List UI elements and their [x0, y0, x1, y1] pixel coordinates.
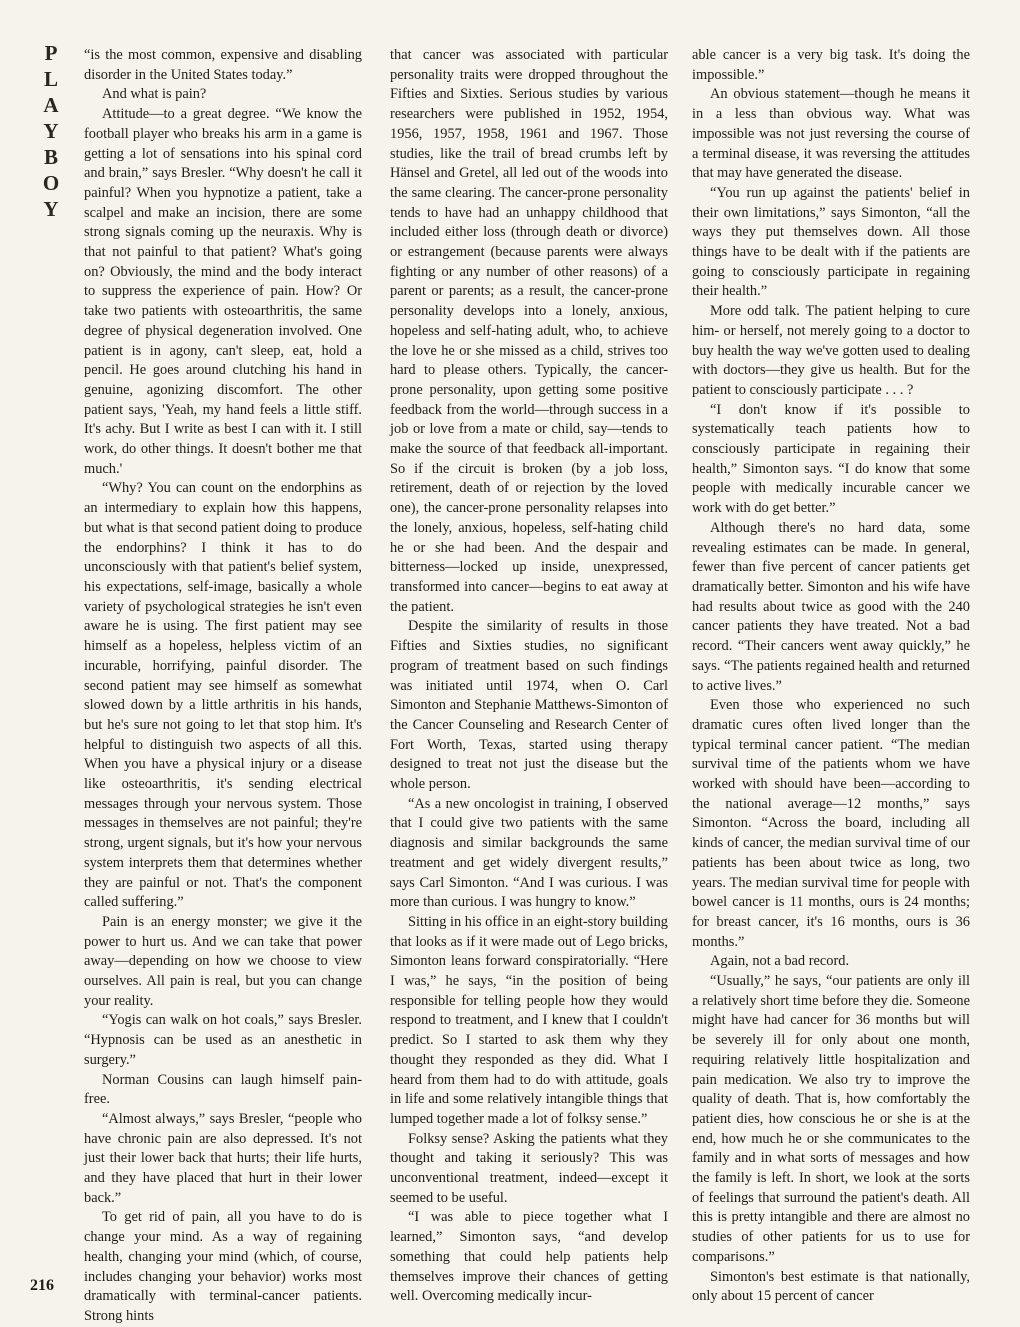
paragraph: Even those who experienced no such dramatic cures often lived longer than the typical terminal cancer patient. “The median survival time of the patients whom we have worked with should have been—according to the national average—12 months,” says Simonton. “Across the board, including all kinds of cancer, the median survival time of our patients has been about twice as long, two years. The median survival time for people with bowel cancer is 11 months, ours is 24 months; for breast cancer, it's 16 months, ours is 36 months.” [692, 697, 970, 950]
paragraph: Simonton's best estimate is that nationally, only about 15 percent of cancer [692, 1268, 970, 1305]
side-label-letter: B [43, 145, 58, 169]
paragraph: “You run up against the patients' belief in their own limitations,” says Simonton, “all the ways they put themselves down. All those things have to be dealt with if the patients are going to consciously participate in regaining their health.” [692, 184, 970, 300]
magazine-side-label [36, 40, 66, 222]
paragraph: “Yogis can walk on hot coals,” says Bresler. “Hypnosis can be used as an anesthetic in surgery.” [84, 1012, 362, 1068]
paragraph: “I don't know if it's possible to systematically teach patients how to consciously participate in regaining their health,” Simonton says. “I do know that some people with medically incurable cancer we work with do get better.” [692, 401, 970, 517]
text-column-1 [84, 46, 362, 1324]
paragraph: “I was able to piece together what I learned,” Simonton says, “and develop something that could help patients help themselves improve their chances of getting well. Overcoming medically incur- [390, 1209, 668, 1305]
paragraph: More odd talk. The patient helping to cure him- or herself, not merely going to a doctor to buy health the way we've gotten used to dealing with doctors—they give us health. But for the patient to consciously participate . . . ? [692, 303, 970, 398]
paragraph: And what is pain? [102, 86, 207, 103]
side-label-letter: P [44, 41, 58, 65]
paragraph: An obvious statement—though he means it in a less than obvious way. What was impossible was not just reversing the course of a terminal disease, it was reversing the attitudes that may have generated the disease. [692, 86, 970, 182]
paragraph: Folksy sense? Asking the patients what they thought and taking it seriously? This was unconventional treatment, indeed—except it seemed to be useful. [390, 1130, 668, 1206]
text-column-2 [390, 46, 668, 1304]
paragraph: Sitting in his office in an eight-story building that looks as if it were made out of Lego bricks, Simonton leans forward conspiratorially. “Here I was,” he says, “in the position of being responsible for telling people how they would respond to treatment, and I knew that I couldn't predict. So I started to ask them why they thought they responded as they did. What I heard from them had to do with attitude, goals in life and some relatively intangible things that lumped together made a lot of folksy sense.” [390, 913, 668, 1127]
paragraph: that cancer was associated with particular personality traits were dropped throughout the Fifties and Sixties. Serious studies by various researchers were published in 1952, 1954, 1956, 1957, 1958, 1961 and 1967. Those studies, like the trail of bread crumbs left by Hänsel and Gretel, all led out of the woods into the same clearing. The cancer-prone personality tends to have had an unhappy childhood that included either loss (through death or divorce) or estrangement (because parents were always fighting or any number of other reasons) of a parent or parents; as a result, the cancer-prone personality develops into a lonely, anxious, hopeless and self-hating adult, who, to achieve the love he or she missed as a child, strives too hard to please others. Typically, the cancer-prone personality, upon getting some positive feedback from the world—through success in a job or love from a mate or child, say—tends to make the source of that feedback all-important. So if the circuit is broken (by a job loss, retirement, death of or rejection by the loved one), the cancer-prone personality relapses into the lonely, anxious, hopeless, self-hating child he or she had been. And the despair and bitterness—locked up inside, unexpressed, transformed into cancer—begins to eat away at the patient. [390, 47, 668, 615]
paragraph: Again, not a bad record. [710, 953, 850, 970]
paragraph: able cancer is a very big task. It's doing the impossible.” [692, 47, 970, 83]
paragraph: Despite the similarity of results in those Fifties and Sixties studies, no significant program of treatment based on such findings was initiated until 1974, when O. Carl Simonton and Stephanie Matthews-Simonton of the Cancer Counseling and Research Center of Fort Worth, Texas, started using therapy designed to treat not just the disease but the whole person. [390, 618, 668, 793]
page-number: 216 [30, 1277, 54, 1294]
side-label-letter: A [43, 93, 59, 117]
paragraph: “is the most common, expensive and disabling disorder in the United States today.” [84, 47, 362, 83]
paragraph: Norman Cousins can laugh himself pain-free. [84, 1071, 362, 1108]
paragraph: Pain is an energy monster; we give it the power to hurt us. And we can take that power away—depending on how we choose to view ourselves. All pain is real, but you can change your reality. [84, 913, 362, 1009]
side-label-letter: O [42, 171, 60, 195]
paragraph: “Why? You can count on the endorphins as an intermediary to explain how this happens, but what is that second patient doing to produce the endorphins? I think it has to do unconsciously with that patient's belief system, his expectations, self-image, basically a whole variety of psychological strategies he isn't even aware he is using. The first patient may see himself as a hopeless, helpless victim of an incurable, horrifying, painful disorder. The second patient may see himself as somewhat slowed down by a little arthritis in his hands, but he's sure not going to let that stop him. It's helpful to distinguish two aspects of all this. When you have a physical injury or a disease like osteoarthritis, it's sending electrical messages through your nervous system. Those messages in themselves are not painful; they're strong, urgent signals, but it's how your nervous system interprets them that determines whether they are painful or not. That's the component called suffering.” [84, 480, 362, 911]
side-label-letter: L [43, 67, 58, 91]
side-label-letter: Y [43, 197, 59, 221]
paragraph: “Usually,” he says, “our patients are only ill a relatively short time before they die. Someone might have had cancer for 36 months but will be severely ill for only about one month, requiring relatively little hospitalization and pain medication. We also try to improve the quality of death. That is, how comfortably the patient dies, how conscious he or she is at the end, how much he or she communicates to the family and in what sorts of messages and how the family is left. In short, we look at the sorts of feelings that surround the patient's death. All this is pretty intangible and there are almost no studies of other patients for us to use for comparisons.” [692, 973, 970, 1265]
paragraph: Attitude—to a great degree. “We know the football player who breaks his arm in a game is getting a lot of sensations into his spinal cord and brain,” says Bresler. “Why doesn't he call it painful? When you hypnotize a patient, take a scalpel and make an incision, there are some strong signals coming up the neuraxis. Why is that not painful to that patient? What's going on? Obviously, the mind and the body interact to suppress the experience of pain. How? Or take two patients with osteoarthritis, the same degree of physical degeneration involved. One patient is in agony, can't sleep, eat, hold a pencil. He goes around clutching his hand in genuine, agonizing discomfort. The other patient says, 'Yeah, my hand feels a little stiff. It's achy. But I write as best I can with it. I still work, do other things. It doesn't bother me that much.' [84, 106, 362, 477]
text-column-3 [692, 46, 970, 1304]
paragraph: To get rid of pain, all you have to do is change your mind. As a way of regaining health, changing your mind (which, of course, includes changing your behavior) works most dramatically with terminal-cancer patients. Strong hints [84, 1209, 362, 1324]
paragraph: Although there's no hard data, some revealing estimates can be made. In general, fewer than five percent of cancer patients get dramatically better. Simonton and his wife have had results about twice as good with the 240 cancer patients they have treated. Not a bad record. “Their cancers went away quickly,” he says. “The patients regained health and returned to active lives.” [692, 519, 970, 694]
paragraph: “Almost always,” says Bresler, “people who have chronic pain are also depressed. It's not just their lower back that hurts; their life hurts, and they have placed that hurt in their lower back.” [84, 1110, 362, 1206]
paragraph: “As a new oncologist in training, I observed that I could give two patients with the same diagnosis and similar backgrounds the same treatment and get widely divergent results,” says Carl Simonton. “And I was curious. I was more than curious. I was hungry to know.” [390, 795, 668, 911]
side-label-letter: Y [43, 119, 59, 143]
